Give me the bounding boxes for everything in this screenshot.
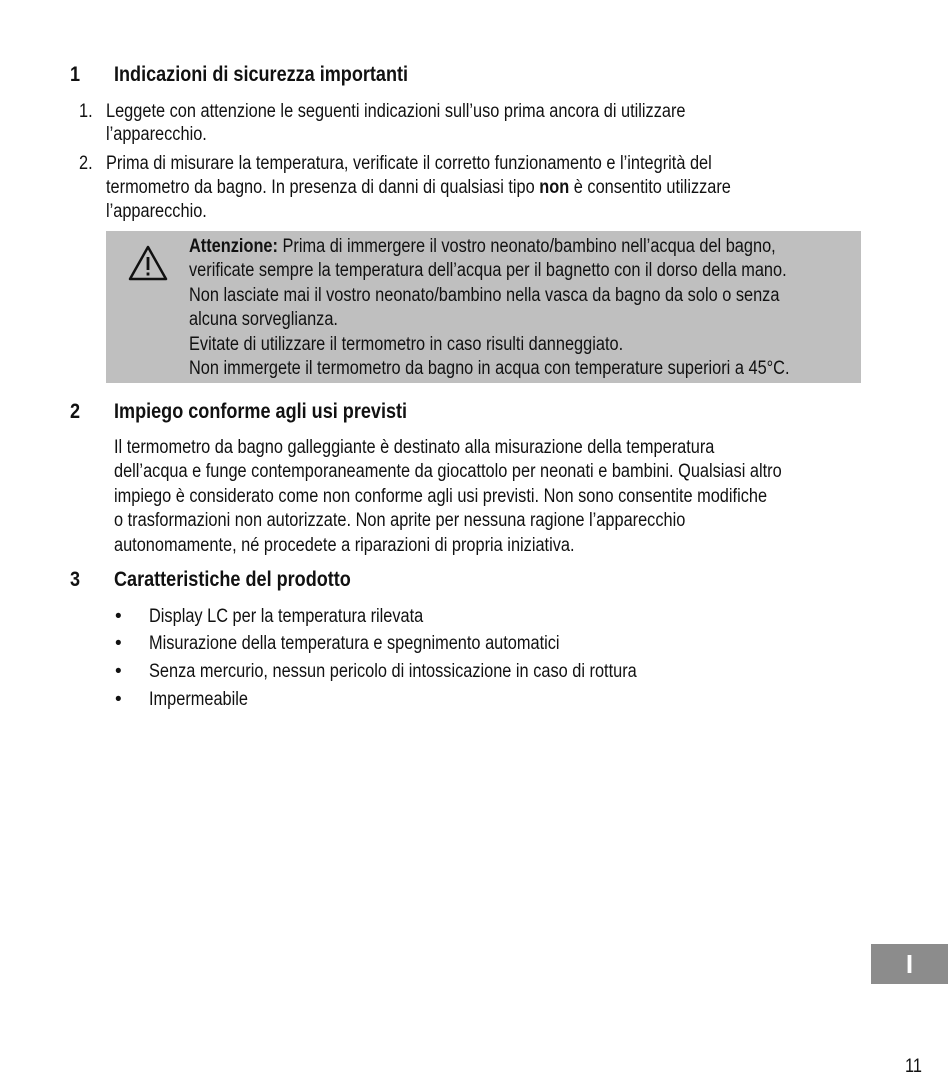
- warning-label: Attenzione:: [189, 236, 278, 257]
- safety-item-2-line-2: [106, 175, 833, 200]
- section-2-number: 2: [70, 400, 81, 423]
- safety-item-2-line-3: l’apparecchio.: [106, 201, 207, 222]
- warning-line-1: [189, 235, 871, 259]
- warning-line-3: Non lasciate mai il vostro neonato/bambino nella vasca da bagno da solo o senza: [189, 285, 780, 306]
- feature-bullet-1: •: [115, 606, 122, 627]
- warning-line-5: Evitate di utilizzare il termometro in caso risulti danneggiato.: [189, 334, 624, 355]
- feature-bullet-4: •: [115, 689, 122, 710]
- language-tab-label: I: [905, 949, 914, 979]
- section-3-number: 3: [70, 568, 81, 591]
- page-number: 11: [905, 1056, 922, 1077]
- safety-item-2-emphasis: non: [539, 177, 570, 198]
- safety-item-1-line-1: Leggete con attenzione le seguenti indicazioni sull’uso prima ancora di utilizzare: [106, 101, 686, 122]
- feature-item-2: Misurazione della temperatura e spegnimento automatici: [149, 633, 560, 654]
- warning-first-line: Prima di immergere il vostro neonato/bambino nell’acqua del bagno,: [277, 236, 776, 257]
- safety-item-1-number: 1.: [79, 101, 93, 122]
- safety-item-2-line-2-end: è consentito utilizzare: [569, 177, 731, 198]
- intended-use-line-3: impiego è considerato come non conforme agli usi previsti. Non sono consentite modifiche: [114, 486, 768, 507]
- section-2-title: Impiego conforme agli usi previsti: [114, 400, 408, 423]
- intended-use-line-5: autonomamente, né procedete a riparazioni di propria iniziativa.: [114, 535, 575, 556]
- intended-use-line-4: o trasformazioni non autorizzate. Non aprite per nessuna ragione l’apparecchio: [114, 510, 686, 531]
- intended-use-line-1: Il termometro da bagno galleggiante è destinato alla misurazione della temperatura: [114, 437, 715, 458]
- safety-item-2-line-2-start: termometro da bagno. In presenza di danni di qualsiasi tipo: [106, 177, 540, 198]
- feature-item-4: Impermeabile: [149, 689, 248, 710]
- feature-bullet-2: •: [115, 633, 122, 654]
- safety-item-1-line-2: l’apparecchio.: [106, 124, 207, 145]
- warning-line-4: alcuna sorveglianza.: [189, 309, 338, 330]
- intended-use-line-2: dell’acqua e funge contemporaneamente da giocattolo per neonati e bambini. Qualsiasi altro: [114, 461, 782, 482]
- section-1-title: Indicazioni di sicurezza importanti: [114, 63, 409, 86]
- section-3-title: Caratteristiche del prodotto: [114, 568, 351, 591]
- feature-bullet-3: •: [115, 661, 122, 682]
- safety-item-2-line-1: Prima di misurare la temperatura, verificate il corretto funzionamento e l’integrità del: [106, 153, 712, 174]
- warning-triangle-icon: [128, 245, 168, 281]
- safety-item-2-number: 2.: [79, 153, 93, 174]
- section-1-number: 1: [70, 63, 81, 86]
- feature-item-3: Senza mercurio, nessun pericolo di intossicazione in caso di rottura: [149, 661, 637, 682]
- warning-line-2: verificate sempre la temperatura dell’acqua per il bagnetto con il dorso della mano.: [189, 260, 787, 281]
- feature-item-1: Display LC per la temperatura rilevata: [149, 606, 424, 627]
- language-tab: [871, 944, 948, 984]
- warning-line-6: Non immergete il termometro da bagno in acqua con temperature superiori a 45°C.: [189, 358, 790, 379]
